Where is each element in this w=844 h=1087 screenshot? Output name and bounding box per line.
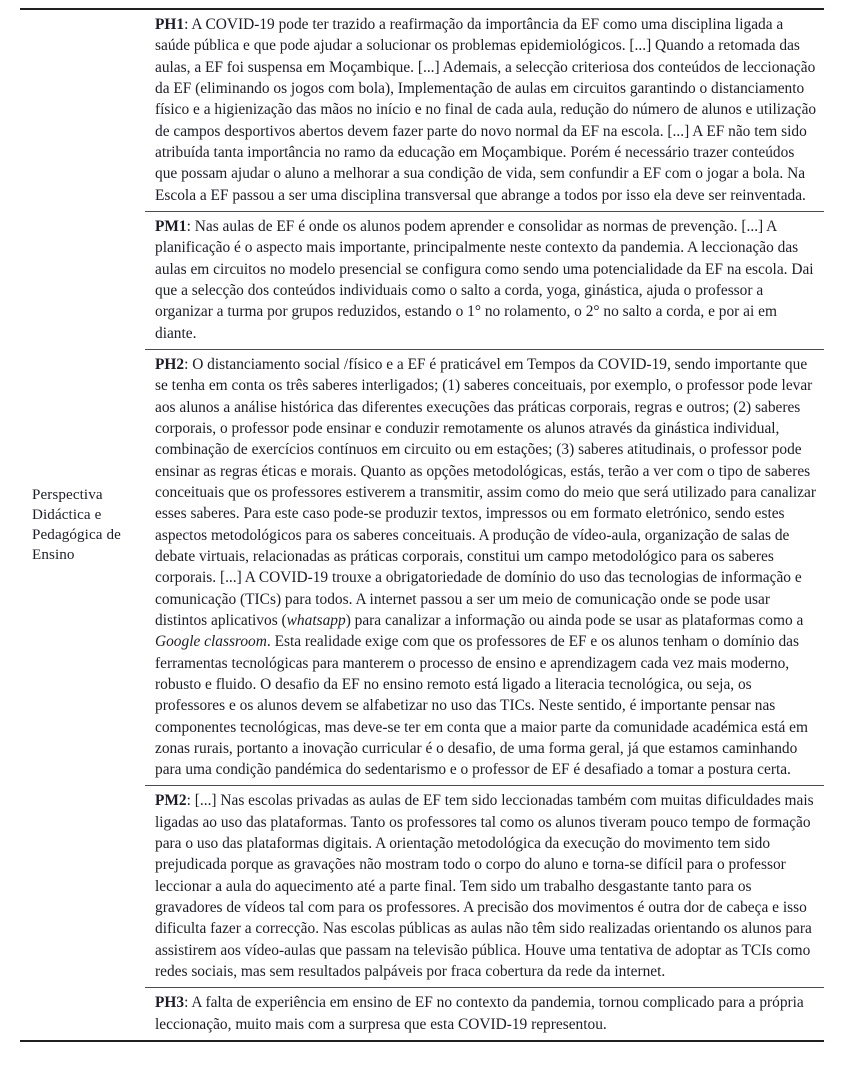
bottom-border-right <box>145 1041 824 1042</box>
speaker-id-ph1: PH1 <box>155 16 185 33</box>
bottom-border-left <box>20 1041 145 1042</box>
table-bottom-border <box>20 1041 824 1042</box>
speaker-separator: : <box>186 217 191 235</box>
qualitative-data-table <box>20 8 824 1042</box>
quote-text-pm2: [...] Nas escolas privadas as aulas de EF tem sido leccionadas também com muitas dificuldades mais ligadas ao uso das plataformas. Tanto os professores tal como os alunos tiveram pouco tempo de formação para o uso das plataformas digitais. A orientação metodológica da execução do movimento tem sido prejudicada porque as gravações não mostram todo o corpo do aluno e torna-se difícil para o professor leccionar a aula do aquecimento até a parte final. Tem sido um trabalho desgastante tanto para os gravadores de vídeos tal com para os professores. A precisão dos movimentos é outra dor de cabeça e isso dificulta fazer a correcção. Nas escolas públicas as aulas não têm sido realizadas orientando os alunos para assistirem aos vídeo-aulas que passam na televisão pública. Houve uma tentativa de adoptar as TCIs como redes sociais, mas sem resultados palpáveis por fraca cobertura da rede da internet. <box>155 792 814 981</box>
quote-text-ph2-part3: . Esta realidade exige com que os professores de EF e os alunos tenham o domínio das ferramentas tecnológicas para manterem o processo de ensino e aprendizagem cada vez mais moderno, robusto e fluido. O desafio da EF no ensino remoto está ligado a literacia tecnológica, ou seja, os professores e os alunos devem se alfabetizar no uso das TICs. Neste sentido, é importante pensar nas componentes tecnológicas, mas deve-se ter em conta que a maior parte da comunidade académica está em zonas rurais, portanto a inovação curricular é o desafio, de uma forma geral, já que estamos caminhando para uma condição pandémica do sedentarismo e o professor de EF é desafiado a tomar a postura certa. <box>155 633 808 779</box>
speaker-id-pm1: PM1 <box>155 217 187 235</box>
quote-paragraph <box>155 790 818 982</box>
quote-paragraph <box>155 354 818 781</box>
theme-category-label: Perspectiva Didáctica e Pedagógica de Ensino <box>32 486 121 564</box>
quote-italic-whatsapp: whatsapp <box>286 611 346 629</box>
quote-paragraph <box>155 216 818 344</box>
quote-italic-google-classroom: Google classroom <box>155 633 267 651</box>
speaker-separator: : <box>184 16 189 33</box>
speaker-separator: : <box>184 355 189 373</box>
quote-cell-ph3 <box>145 988 824 1041</box>
speaker-id-ph2: PH2 <box>155 355 185 373</box>
quote-text-ph2-part2: ) para canalizar a informação ou ainda pode se usar as plataformas como a <box>345 611 804 629</box>
quote-paragraph <box>155 14 818 206</box>
quote-paragraph <box>155 992 818 1035</box>
quote-cell-ph2 <box>145 349 824 786</box>
quote-cell-ph1 <box>145 10 824 211</box>
speaker-separator: : <box>186 792 191 810</box>
speaker-separator: : <box>184 994 189 1012</box>
speaker-id-ph3: PH3 <box>155 994 185 1012</box>
quote-text-ph2-part1: O distanciamento social /físico e a EF é praticável em Tempos da COVID-19, sendo importante que se tenha em conta os três saberes interligados; (1) saberes conceituais, por exemplo, o professor pode levar aos alunos a análise histórica das diferentes execuções das práticas corporais, regras e outros; (2) saberes corporais, o professor pode ensinar e conduzir remotamente os alunos através da ginástica individual, combinação de exercícios contínuos em circuito ou em estações; (3) saberes atitudinais, o professor pode ensinar as regras éticas e morais. Quanto as opções metodológicas, estás, terão a ver com o tipo de saberes conceituais que os professores estiverem a transmitir, assim como do meio que será utilizado para canalizar esses saberes. Para este caso pode-se produzir textos, impressos ou em formato eletrónico, sendo estes aspectos metodológicos para os saberes conceituais. A produção de vídeo-aula, organização de salas de debate virtuais, relacionadas as práticas corporais, constitui um campo metodológico para os saberes corporais. [...] A COVID-19 trouxe a obrigatoriedade de domínio do uso das tecnologias de informação e comunicação (TICs) para todos. A internet passou a ser um meio de comunicação onde se pode usar distintos aplicativos ( <box>155 355 816 629</box>
table-row <box>20 10 824 211</box>
quote-cell-pm2 <box>145 786 824 988</box>
quote-text-ph3: A falta de experiência em ensino de EF no contexto da pandemia, tornou complicado para a própria leccionação, muito mais com a surpresa que esta COVID-19 representou. <box>155 994 804 1033</box>
quote-text-ph1: A COVID-19 pode ter trazido a reafirmação da importância da EF como uma disciplina ligada a saúde pública e que pode ajudar a solucionar os problemas epidemiológicos. [...] Quando a retomada das aulas, a EF foi suspensa em Moçambique. [...] Ademais, a selecção criteriosa dos conteúdos de leccionação da EF (eliminando os jogos com bola), Implementação de aulas em circuitos garantindo o distanciamento físico e a higienização das mãos no início e no final de cada aula, redução do número de alunos e utilização de campos desportivos abertos devem fazer parte do novo normal da EF na escola. [...] A EF não tem sido atribuída tanta importância no ramo da educação em Moçambique. Porém é necessário trazer conteúdos que possam ajudar o aluno a melhorar a sua condição de vida, sem confundir a EF com o jogar a bola. Na Escola a EF passou a ser uma disciplina transversal que abrange a todos por isso ela deve ser reinventada. <box>155 16 817 204</box>
theme-category-cell <box>20 10 145 1041</box>
speaker-id-pm2: PM2 <box>155 792 187 810</box>
quote-cell-pm1 <box>145 211 824 349</box>
quote-text-pm1: Nas aulas de EF é onde os alunos podem aprender e consolidar as normas de prevenção. [...] A planificação é o aspecto mais importante, principalmente neste contexto da pandemia. A leccionação das aulas em circuitos no modelo presencial se configura como sendo uma potencialidade da EF na escola. Dai que a selecção dos conteúdos individuais como o salto a corda, yoga, ginástica, ajuda o professor a organizar a turma por grupos reduzidos, estando o 1° no rolamento, o 2° no salto a corda, e por ai em diante. <box>155 217 814 342</box>
